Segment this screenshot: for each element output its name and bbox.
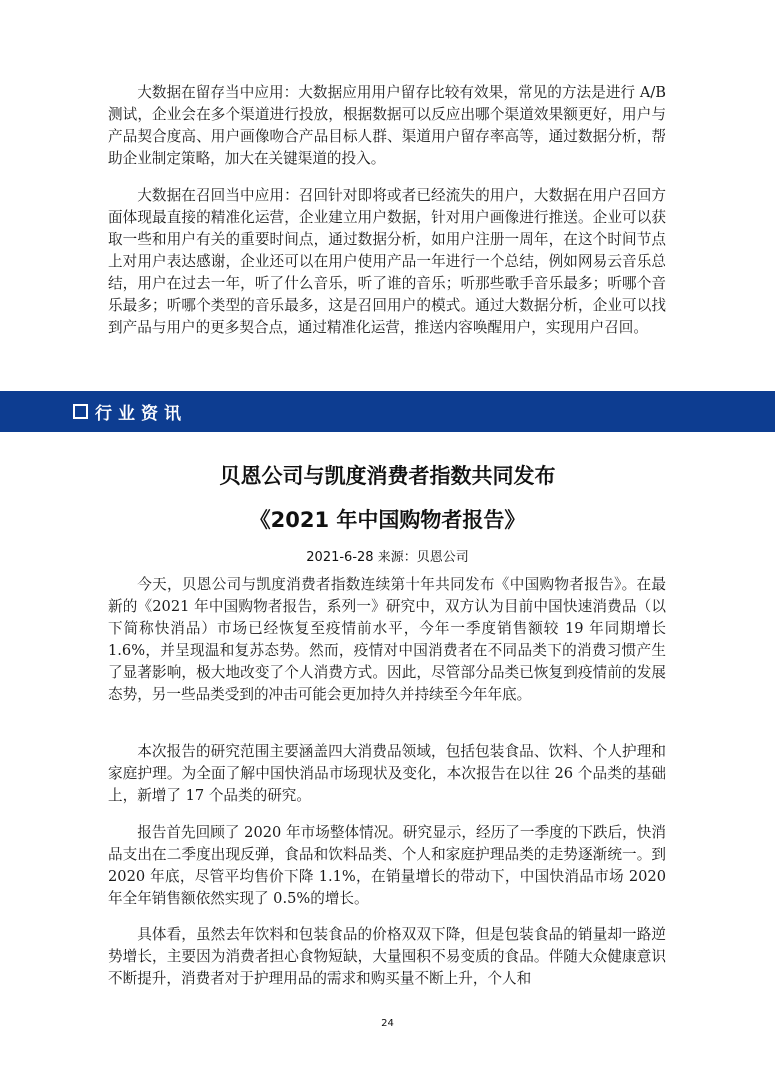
section-title: 行业资讯 bbox=[95, 404, 187, 424]
paragraph-retention: 大数据在留存当中应用：大数据应用用户留存比较有效果，常见的方法是进行 A/B 测试，企业会在多个渠道进行投放，根据数据可以反应出哪个渠道效果额更好，用户与产品契合度高、用户画像吻合产品目标人群、渠道用户留存率高等，通过数据分析，帮助企业制定策略，加大在关键渠道的投入。 bbox=[108, 84, 666, 167]
checkbox-square-icon bbox=[73, 404, 88, 419]
article-paragraph: 报告首先回顾了 2020 年市场整体情况。研究显示，经历了一季度的下跌后，快消品支出在二季度出现反弹，食品和饮料品类、个人和家庭护理品类的走势逐渐统一。到 2020 年底，尽管平均售价下降 1.1%，在销量增长的带动下，中国快消品市场 2020 年全年销售额依然实现了 0.5%的增长。 bbox=[108, 824, 666, 907]
page-number: 24 bbox=[381, 1018, 394, 1029]
article-title-line2: 《2021 年中国购物者报告》 bbox=[249, 508, 526, 532]
article-paragraph: 本次报告的研究范围主要涵盖四大消费品领域，包括包装食品、饮料、个人护理和家庭护理。为全面了解中国快消品市场现状及变化，本次报告在以往 26 个品类的基础上，新增了 17 个品类的研究。 bbox=[108, 743, 666, 804]
paragraph-recall: 大数据在召回当中应用：召回针对即将或者已经流失的用户，大数据在用户召回方面体现最直接的精准化运营，企业建立用户数据，针对用户画像进行推送。企业可以获取一些和用户有关的重要时间点，通过数据分析，如用户注册一周年，在这个时间节点上对用户表达感谢，企业还可以在用户使用产品一年进行一个总结，例如网易云音乐总结，用户在过去一年，听了什么音乐，听了谁的音乐；听那些歌手音乐最多；听哪个音乐最多；听哪个类型的音乐最多，这是召回用户的模式。通过大数据分析，企业可以找到产品与用户的更多契合点，通过精准化运营，推送内容唤醒用户，实现用户召回。 bbox=[108, 187, 666, 336]
section-banner bbox=[0, 391, 775, 432]
article-title-line1: 贝恩公司与凯度消费者指数共同发布 bbox=[219, 464, 556, 488]
article-paragraph: 具体看，虽然去年饮料和包装食品的价格双双下降，但是包装食品的销量却一路逆势增长，主要因为消费者担心食物短缺，大量囤积不易变质的食品。伴随大众健康意识不断提升，消费者对于护理用品的需求和购买量不断上升，个人和 bbox=[108, 926, 666, 987]
article-meta: 2021-6-28 来源：贝恩公司 bbox=[306, 550, 469, 565]
article-paragraph: 今天，贝恩公司与凯度消费者指数连续第十年共同发布《中国购物者报告》。在最新的《2021 年中国购物者报告，系列一》研究中，双方认为目前中国快速消费品（以下简称快消品）市场已经恢复至疫情前水平，今年一季度销售额较 19 年同期增长 1.6%，并呈现温和复苏态势。然而，疫情对中国消费者在不同品类下的消费习惯产生了显著影响，极大地改变了个人消费方式。因此，尽管部分品类已恢复到疫情前的发展态势，另一些品类受到的冲击可能会更加持久并持续至今年年底。 bbox=[108, 576, 666, 703]
